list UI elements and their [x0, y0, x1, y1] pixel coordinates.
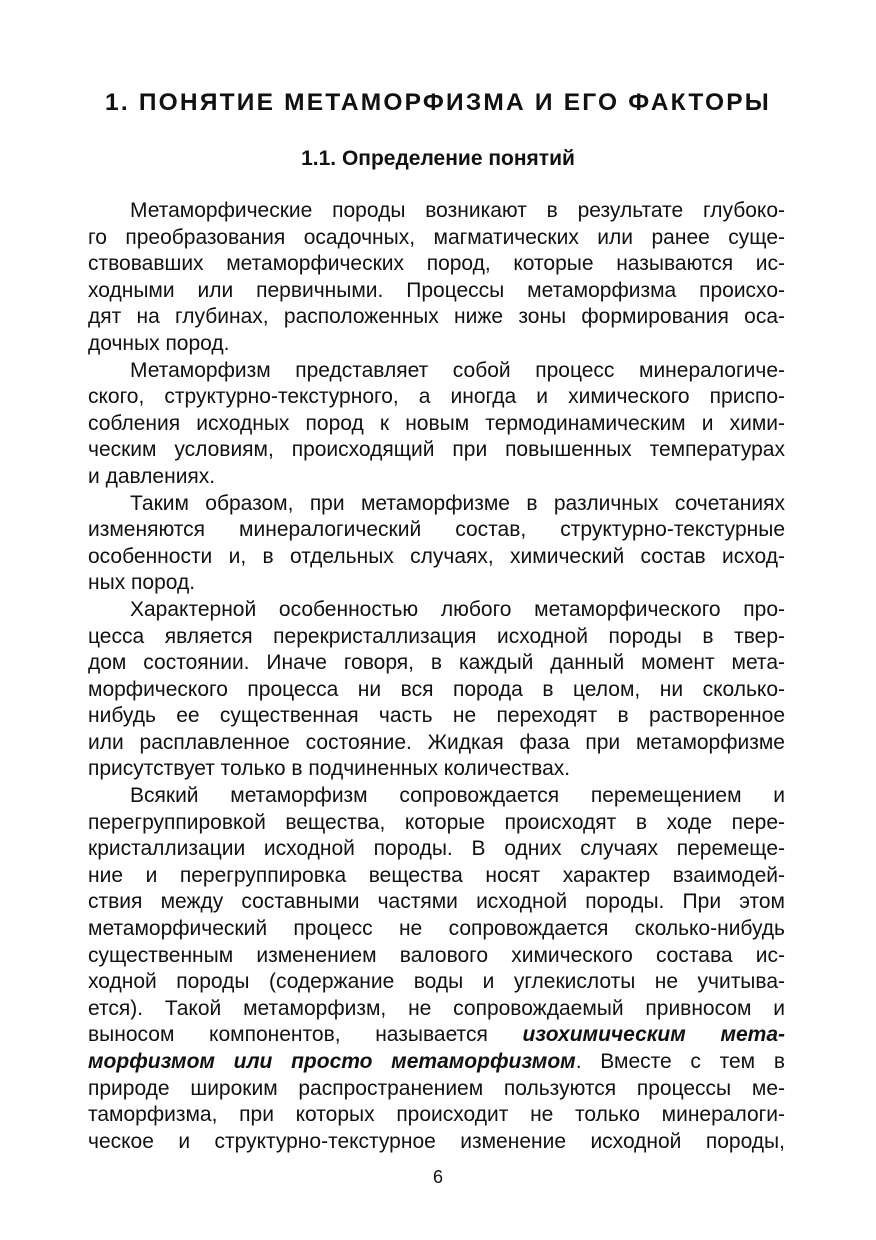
text-line: особенности и, в отдельных случаях, химический состав исход- — [88, 544, 785, 568]
text-line: ходной породы (содержание воды и углекислоты не учитыва- — [88, 970, 785, 994]
text-line: ние и перегруппировка вещества носят характер взаимодей- — [88, 863, 785, 887]
text-line: дят на глубинах, расположенных ниже зоны формирования оса- — [88, 305, 785, 329]
text-line: перегруппировкой вещества, которые происходят в ходе пере- — [88, 810, 785, 834]
text-line: дочных пород. — [88, 331, 230, 355]
paragraph-2 — [88, 358, 785, 491]
text-line: таморфизма, при которых происходит не только минералоги- — [88, 1103, 785, 1127]
text-line: Метаморфические породы возникают в результате глубоко- — [130, 199, 785, 222]
highlighted-term: морфизмом или просто метаморфизмом — [88, 1050, 576, 1073]
text-line: ского, структурно-текстурного, а иногда и химического приспо- — [88, 385, 785, 409]
text-line: собления исходных пород к новым термодинамическим и хими- — [88, 411, 785, 435]
section-title: 1.1. Определение понятий — [301, 147, 575, 170]
text-line: дом состоянии. Иначе говоря, в каждый данный момент мета- — [88, 651, 785, 675]
paragraph-1 — [88, 198, 785, 358]
text-line: го преобразования осадочных, магматических или ранее суще- — [88, 225, 785, 249]
chapter-title: 1. ПОНЯТИЕ МЕТАМОРФИЗМА И ЕГО ФАКТОРЫ — [105, 89, 771, 116]
text-line: кристаллизации исходной породы. В одних случаях перемеще- — [88, 837, 785, 861]
text-line: нибудь ее существенная часть не переходят в растворенное — [88, 704, 785, 728]
text-line: и давлениях. — [88, 464, 216, 488]
text-line: Всякий метаморфизм сопровождается перемещением и — [130, 784, 785, 808]
text-line: Таким образом, при метаморфизме в различных сочетаниях — [130, 491, 785, 515]
text-line: Характерной особенностью любого метаморфического про- — [130, 597, 785, 621]
text-line: присутствует только в подчиненных количествах. — [88, 757, 571, 781]
text-line: ствия между составными частями исходной породы. При этом — [88, 890, 785, 914]
text-line: ходными или первичными. Процессы метаморфизма происхо- — [88, 278, 785, 302]
text-line: ных пород. — [88, 571, 196, 595]
highlighted-term: изохимическим мета- — [522, 1023, 785, 1047]
line-text: выносом компонентов, называется — [88, 1023, 523, 1047]
text-line: Метаморфизм представляет собой процесс минералогиче- — [130, 358, 785, 382]
text-line-with-term — [88, 1049, 785, 1076]
text-line: морфического процесса ни вся порода в целом, ни сколько- — [88, 677, 785, 701]
paragraph-5 — [88, 783, 785, 1155]
text-line: или расплавленное состояние. Жидкая фаза при метаморфизме — [88, 730, 785, 754]
text-line: ствовавших метаморфических пород, которые называются ис- — [88, 252, 785, 276]
text-line: существенным изменением валового химического состава ис- — [88, 943, 785, 967]
text-line: метаморфический процесс не сопровождается сколько-нибудь — [88, 917, 785, 941]
text-line: изменяются минералогический состав, структурно-текстурные — [88, 518, 785, 542]
text-line: природе широким распространением пользуются процессы ме- — [88, 1076, 785, 1100]
text-line: ется). Такой метаморфизм, не сопровождаемый привносом и — [88, 996, 785, 1020]
page-number: 6 — [432, 1167, 443, 1187]
text-line: ческим условиям, происходящий при повышенных температурах — [88, 438, 785, 462]
paragraph-3 — [88, 491, 785, 597]
text-line-with-term — [88, 1022, 785, 1049]
text-line: ческое и структурно-текстурное изменение исходной породы, — [88, 1129, 785, 1153]
body-text — [88, 198, 785, 1155]
text-line: цесса является перекристаллизация исходной породы в твер- — [88, 624, 785, 648]
line-text: . Вместе с тем в — [575, 1050, 785, 1073]
paragraph-4 — [88, 597, 785, 783]
